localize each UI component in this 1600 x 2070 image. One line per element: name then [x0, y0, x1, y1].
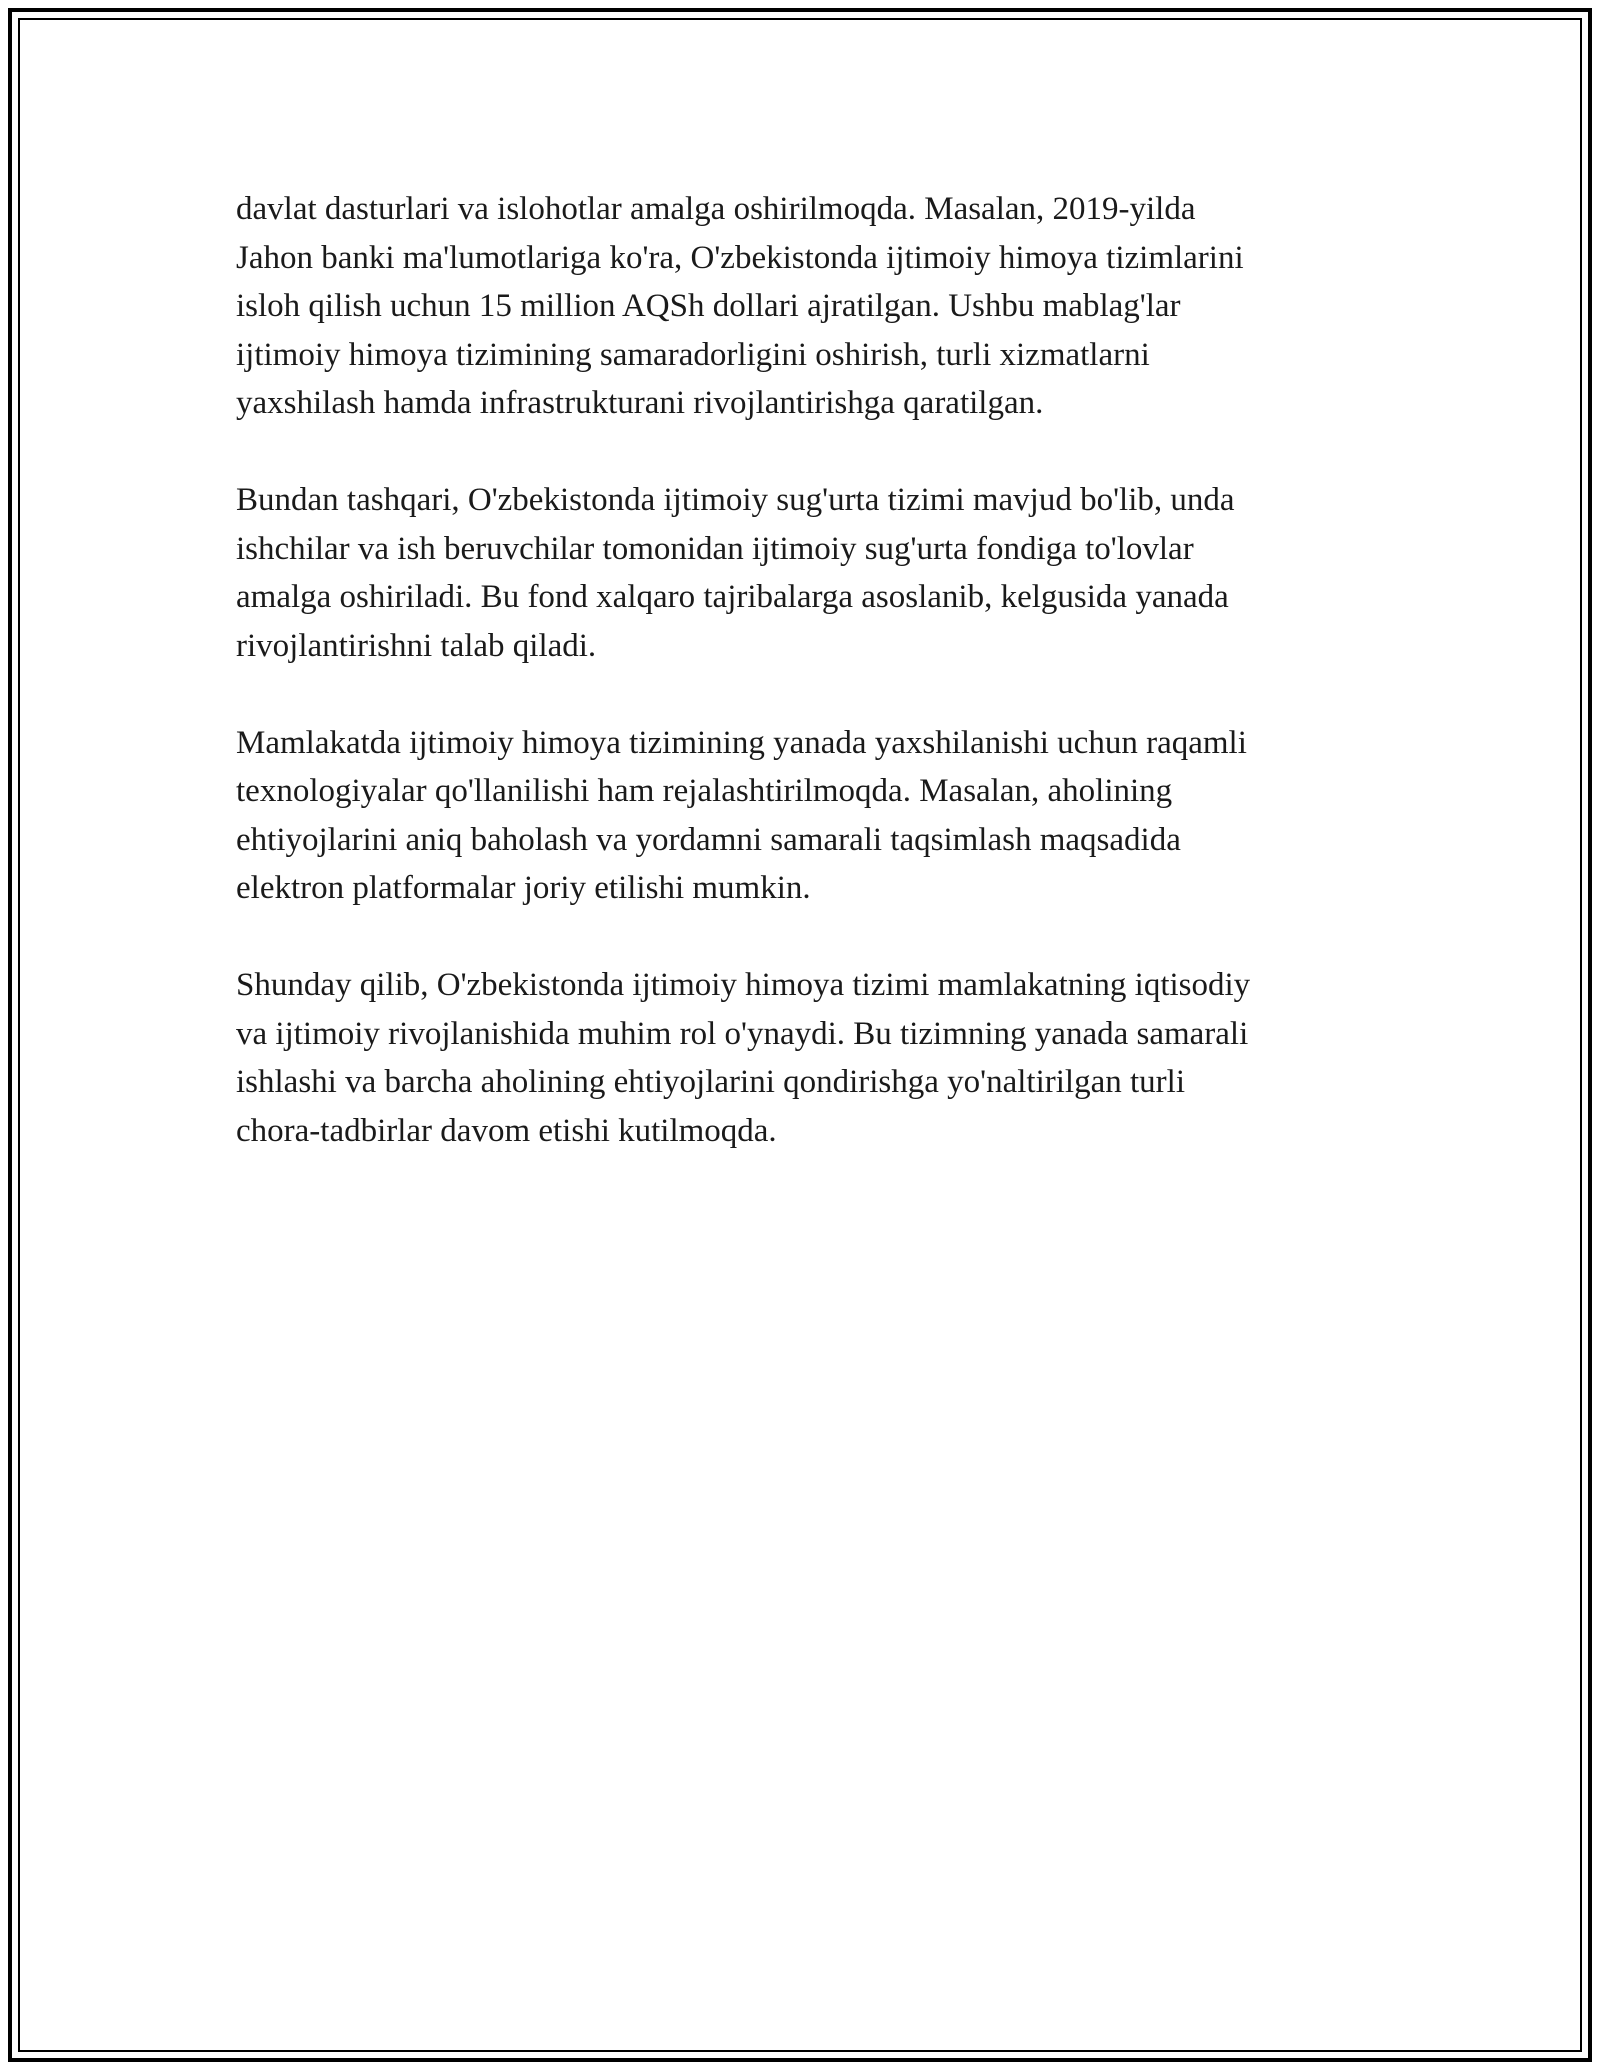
- text-line: rivojlantirishni talab qiladi.: [236, 627, 597, 664]
- text-line: ijtimoiy himoya tizimining samaradorligini oshirish, turli xizmatlarni: [236, 336, 1150, 373]
- text-line: ishchilar va ish beruvchilar tomonidan ijtimoiy sug'urta fondiga to'lovlar: [236, 530, 1194, 567]
- paragraph-2: [236, 476, 1406, 670]
- text-line: amalga oshiriladi. Bu fond xalqaro tajribalarga asoslanib, kelgusida yanada: [236, 579, 1229, 615]
- text-line: isloh qilish uchun 15 million AQSh dollari ajratilgan. Ushbu mablag'lar: [236, 288, 1181, 324]
- paragraph-3: [236, 719, 1406, 913]
- paragraph-1: [236, 185, 1406, 428]
- text-line: Bundan tashqari, O'zbekistonda ijtimoiy sug'urta tizimi mavjud bo'lib, unda: [236, 482, 1235, 518]
- text-line: ehtiyojlarini aniq baholash va yordamni samarali taqsimlash maqsadida: [236, 821, 1181, 858]
- text-line: yaxshilash hamda infrastrukturani rivojlantirishga qaratilgan.: [236, 385, 1044, 421]
- text-line: texnologiyalar qo'llanilishi ham rejalashtirilmoqda. Masalan, aholining: [236, 773, 1173, 809]
- text-line: chora-tadbirlar davom etishi kutilmoqda.: [236, 1112, 777, 1149]
- text-line: Mamlakatda ijtimoiy himoya tizimining yanada yaxshilanishi uchun raqamli: [236, 724, 1247, 761]
- text-line: Shunday qilib, O'zbekistonda ijtimoiy himoya tizimi mamlakatning iqtisodiy: [236, 967, 1251, 1003]
- document-body: [236, 185, 1406, 1204]
- text-line: davlat dasturlari va islohotlar amalga oshirilmoqda. Masalan, 2019-yilda: [236, 191, 1196, 227]
- text-line: ishlashi va barcha aholining ehtiyojlarini qondirishga yo'naltirilgan turli: [236, 1064, 1185, 1100]
- text-line: Jahon banki ma'lumotlariga ko'ra, O'zbekistonda ijtimoiy himoya tizimlarini: [236, 239, 1244, 276]
- text-line: va ijtimoiy rivojlanishida muhim rol o'ynaydi. Bu tizimning yanada samarali: [236, 1015, 1249, 1052]
- paragraph-4: [236, 961, 1406, 1155]
- text-line: elektron platformalar joriy etilishi mumkin.: [236, 870, 811, 906]
